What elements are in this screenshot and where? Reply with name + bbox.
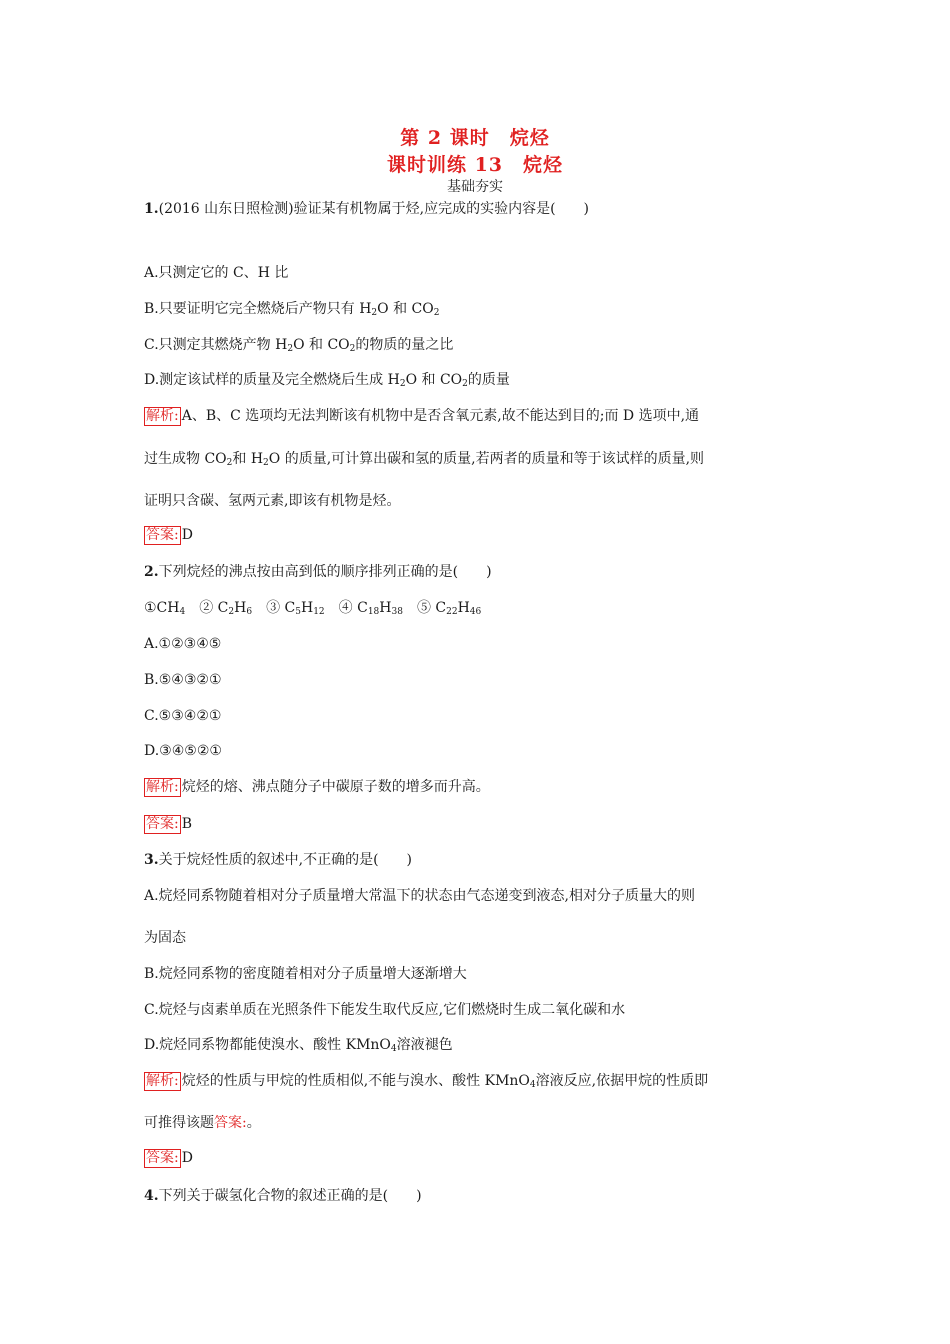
- q1-option-b: B.只要证明它完全燃烧后产物只有 $H_2O$ 和 $CO_2$: [144, 301, 440, 318]
- question-3-stem: [144, 850, 814, 870]
- q2-analysis: 解析: 烷烃的熔、沸点随分子中碳原子数的增多而升高。: [146, 779, 490, 795]
- analysis-tag: 解析:: [146, 408, 179, 424]
- q2-option-c: C.⑤③④②①: [144, 708, 222, 724]
- q2-option-b: B.⑤④③②①: [144, 672, 222, 688]
- q3-analysis-line-2: 可推得该题答案:。: [144, 1115, 261, 1131]
- answer-tag: 答案:: [146, 527, 179, 543]
- training-title: 课时训练 13 烷烃: [386, 154, 564, 176]
- q3-option-c: C.烷烃与卤素单质在光照条件下能发生取代反应,它们燃烧时生成二氧化碳和水: [144, 1002, 626, 1018]
- answer-tag: 答案:: [146, 816, 179, 832]
- q3-option-a-line-2: 为固态: [144, 930, 186, 946]
- question-1-stem: [144, 199, 814, 219]
- question-1-number: 1.: [144, 201, 159, 217]
- question-2-number: 2.: [144, 564, 159, 580]
- question-4-text: 下列关于碳氢化合物的叙述正确的是( ): [158, 1188, 422, 1204]
- q2-option-d: D.③④⑤②①: [144, 743, 222, 759]
- q1-analysis-line-1: 解析: A、B、C 选项均无法判断该有机物中是否含氧元素,故不能达到目的;而 D 选项中,通: [146, 408, 700, 424]
- section-label: 基础夯实: [447, 179, 503, 195]
- q1-option-a: A.只测定它的 C、H 比: [144, 265, 289, 281]
- q1-analysis-line-3: 证明只含碳、氢两元素,即该有机物是烃。: [144, 493, 401, 509]
- question-2-stem: [144, 562, 814, 582]
- q2-answer: 答案: B: [146, 816, 193, 832]
- q1-analysis-line-2: 过生成物 $CO_2$和 $H_2O$ 的质量,可计算出碳和氢的质量,若两者的质量和等于该试样的质量,则: [144, 451, 705, 468]
- q3-option-b: B.烷烃同系物的密度随着相对分子质量增大逐渐增大: [144, 966, 467, 982]
- analysis-tag: 解析:: [146, 779, 179, 795]
- q3-answer: 答案: D: [146, 1150, 193, 1166]
- question-4-stem: [144, 1186, 814, 1206]
- q1-option-c: C.只测定其燃烧产物 $H_2O$ 和 $CO_2$的物质的量之比: [144, 337, 454, 354]
- question-4-number: 4.: [144, 1188, 159, 1204]
- question-3-number: 3.: [144, 852, 159, 868]
- lesson-title: 第 2 课时 烷烃: [400, 127, 550, 149]
- question-3-text: 关于烷烃性质的叙述中,不正确的是( ): [158, 852, 412, 868]
- answer-tag: 答案:: [146, 1150, 179, 1166]
- q2-compound-list: $①CH_4$ ② $C_2H_6$ ③ $C_5H_{12}$ ④ $C_{18}H_{38}$ ⑤ $C_{22}H_{46}$: [144, 600, 482, 617]
- q2-option-a: A.①②③④⑤: [144, 636, 222, 652]
- q3-option-a-line-1: A.烷烃同系物随着相对分子质量增大常温下的状态由气态递变到液态,相对分子质量大的则: [144, 888, 696, 904]
- q1-answer: 答案: D: [146, 527, 193, 543]
- q1-option-d: D.测定该试样的质量及完全燃烧后生成 $H_2O$ 和 $CO_2$的质量: [144, 372, 510, 389]
- question-1-text: (2016 山东日照检测)验证某有机物属于烃,应完成的实验内容是( ): [158, 201, 590, 217]
- analysis-tag: 解析:: [146, 1073, 179, 1089]
- q3-option-d: D.烷烃同系物都能使溴水、酸性 KMnO$_4$溶液褪色: [144, 1037, 453, 1054]
- question-2-text: 下列烷烃的沸点按由高到低的顺序排列正确的是( ): [158, 564, 492, 580]
- q3-analysis-line-1: 解析: 烷烃的性质与甲烷的性质相似,不能与溴水、酸性 KMnO$_4$溶液反应,依据甲烷的性质即: [146, 1073, 709, 1090]
